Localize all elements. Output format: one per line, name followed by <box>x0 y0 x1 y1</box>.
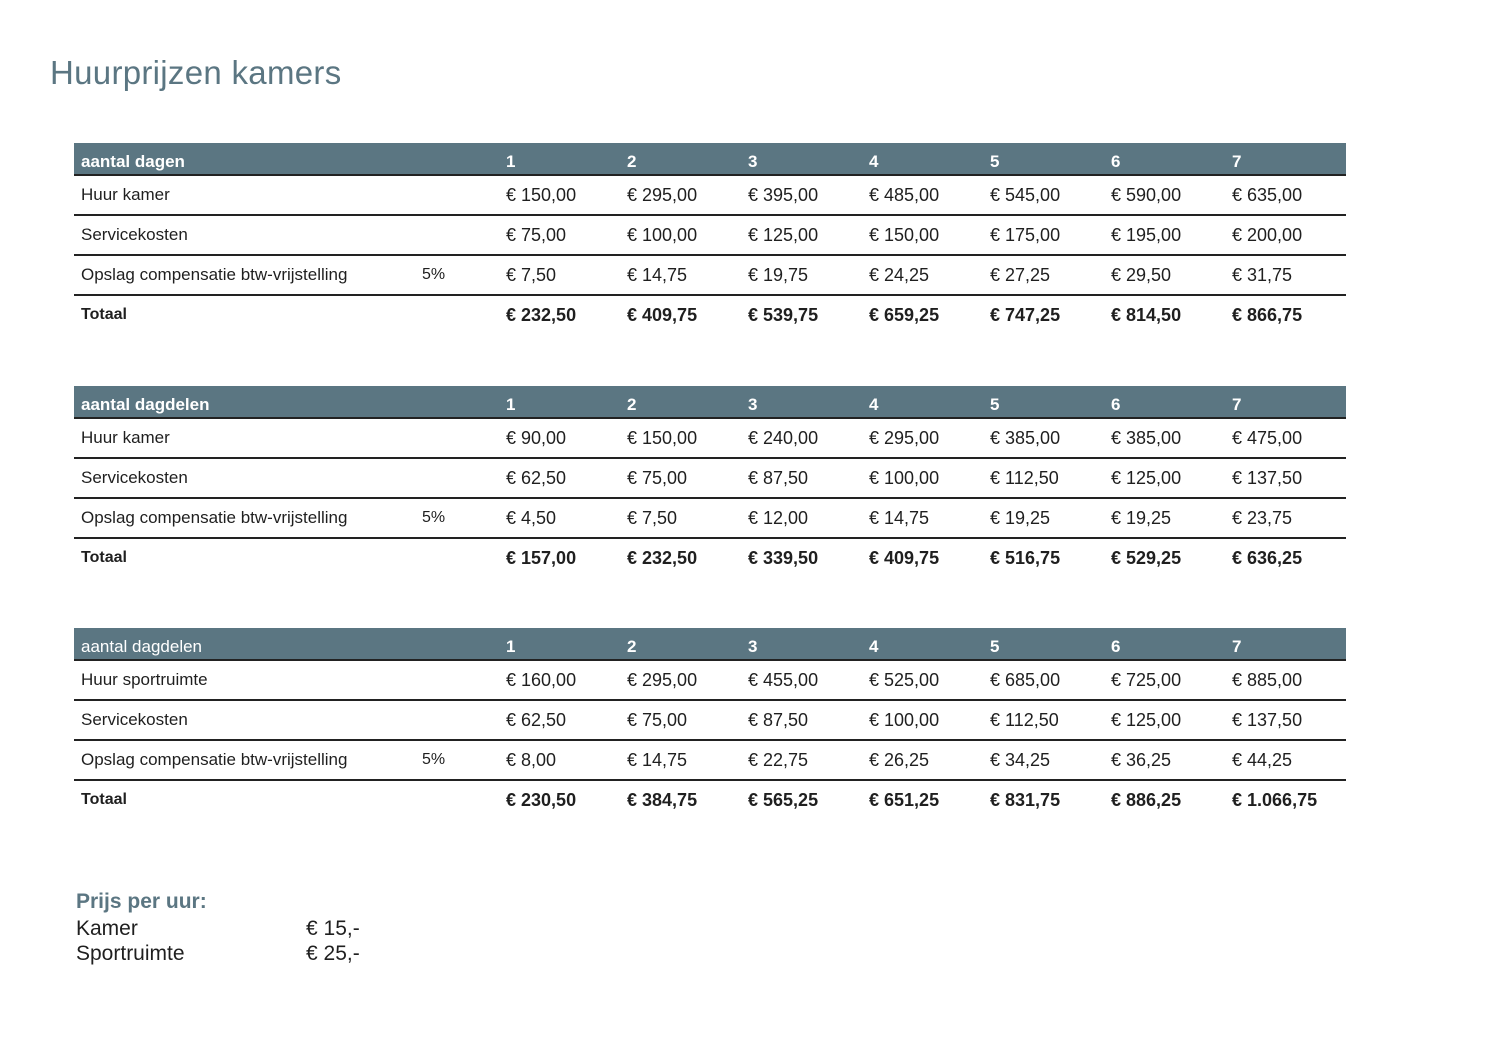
price-cell: € 295,00 <box>862 418 983 458</box>
table-row <box>74 498 1346 538</box>
column-header: 3 <box>741 628 862 660</box>
row-percentage <box>414 418 499 458</box>
row-percentage <box>414 458 499 498</box>
table-row <box>74 175 1346 215</box>
row-label: Servicekosten <box>74 215 414 255</box>
price-cell: € 7,50 <box>499 255 620 295</box>
price-cell: € 7,50 <box>620 498 741 538</box>
price-cell: € 831,75 <box>990 789 1061 810</box>
price-cell: € 90,00 <box>499 418 620 458</box>
price-cell: € 62,50 <box>499 458 620 498</box>
price-cell: € 34,25 <box>983 740 1104 780</box>
price-cell: € 590,00 <box>1104 175 1225 215</box>
price-cell: € 232,50 <box>506 304 577 325</box>
price-cell: € 157,00 <box>506 547 577 568</box>
hourly-label: Sportruimte <box>76 941 185 965</box>
row-label: Huur sportruimte <box>74 660 414 700</box>
header-label: aantal dagdelen <box>74 628 499 660</box>
price-cell: € 44,25 <box>1225 740 1346 780</box>
page-title: Huurprijzen kamers <box>50 54 342 91</box>
price-cell: € 14,75 <box>620 740 741 780</box>
row-percentage: 5% <box>414 255 499 295</box>
price-cell: € 150,00 <box>499 175 620 215</box>
price-cell: € 455,00 <box>741 660 862 700</box>
price-cell: € 814,50 <box>1111 304 1182 325</box>
price-cell: € 160,00 <box>499 660 620 700</box>
price-cell: € 232,50 <box>627 547 698 568</box>
price-cell: € 125,00 <box>1104 458 1225 498</box>
price-cell: € 36,25 <box>1104 740 1225 780</box>
price-table-days <box>74 143 1346 334</box>
price-cell: € 19,75 <box>741 255 862 295</box>
price-cell: € 385,00 <box>983 418 1104 458</box>
table-row <box>74 418 1346 458</box>
price-cell: € 100,00 <box>862 458 983 498</box>
header-label: aantal dagen <box>74 143 499 175</box>
price-cell: € 195,00 <box>1104 215 1225 255</box>
row-percentage <box>414 700 499 740</box>
total-row <box>74 538 1346 577</box>
price-cell: € 886,25 <box>1111 789 1182 810</box>
price-cell: € 240,00 <box>741 418 862 458</box>
price-cell: € 4,50 <box>499 498 620 538</box>
row-percentage <box>414 660 499 700</box>
column-header: 7 <box>1225 143 1346 175</box>
hourly-prices <box>76 890 360 966</box>
row-label: Opslag compensatie btw-vrijstelling <box>74 498 414 538</box>
column-header: 7 <box>1225 386 1346 418</box>
column-header: 1 <box>499 628 620 660</box>
column-header: 6 <box>1104 386 1225 418</box>
column-header: 4 <box>862 386 983 418</box>
price-cell: € 125,00 <box>1104 700 1225 740</box>
row-label: Servicekosten <box>74 458 414 498</box>
column-header: 7 <box>1225 628 1346 660</box>
table-header-row <box>74 143 1346 175</box>
price-cell: € 565,25 <box>748 789 819 810</box>
price-cell: € 525,00 <box>862 660 983 700</box>
price-cell: € 200,00 <box>1225 215 1346 255</box>
table-row <box>74 740 1346 780</box>
price-cell: € 137,50 <box>1225 700 1346 740</box>
column-header: 6 <box>1104 143 1225 175</box>
price-cell: € 636,25 <box>1232 547 1303 568</box>
row-percentage <box>414 295 499 334</box>
row-label: Totaal <box>81 549 127 566</box>
price-table-dayparts <box>74 386 1346 577</box>
row-percentage <box>414 780 499 819</box>
price-cell: € 19,25 <box>1104 498 1225 538</box>
price-cell: € 659,25 <box>869 304 940 325</box>
price-cell: € 409,75 <box>627 304 698 325</box>
hourly-row-sportruimte <box>76 941 360 966</box>
row-label: Huur kamer <box>74 175 414 215</box>
price-cell: € 539,75 <box>748 304 819 325</box>
table-row <box>74 660 1346 700</box>
price-cell: € 27,25 <box>983 255 1104 295</box>
price-cell: € 475,00 <box>1225 418 1346 458</box>
price-cell: € 87,50 <box>741 700 862 740</box>
price-cell: € 8,00 <box>499 740 620 780</box>
price-cell: € 885,00 <box>1225 660 1346 700</box>
column-header: 3 <box>741 143 862 175</box>
price-cell: € 31,75 <box>1225 255 1346 295</box>
price-cell: € 29,50 <box>1104 255 1225 295</box>
price-cell: € 87,50 <box>741 458 862 498</box>
column-header: 2 <box>620 628 741 660</box>
table-row <box>74 215 1346 255</box>
table-header-row <box>74 386 1346 418</box>
total-row <box>74 780 1346 819</box>
row-label: Opslag compensatie btw-vrijstelling <box>74 255 414 295</box>
table-row <box>74 700 1346 740</box>
price-cell: € 100,00 <box>620 215 741 255</box>
price-cell: € 100,00 <box>862 700 983 740</box>
row-percentage <box>414 538 499 577</box>
price-cell: € 230,50 <box>506 789 577 810</box>
price-cell: € 12,00 <box>741 498 862 538</box>
hourly-prices-title: Prijs per uur: <box>76 890 207 913</box>
row-percentage: 5% <box>414 498 499 538</box>
price-cell: € 75,00 <box>620 700 741 740</box>
column-header: 1 <box>499 143 620 175</box>
header-label: aantal dagdelen <box>74 386 499 418</box>
price-cell: € 1.066,75 <box>1232 789 1318 810</box>
column-header: 5 <box>983 143 1104 175</box>
price-cell: € 19,25 <box>983 498 1104 538</box>
hourly-price: € 25,- <box>306 941 360 965</box>
row-label: Totaal <box>81 306 127 323</box>
row-percentage: 5% <box>414 740 499 780</box>
total-row <box>74 295 1346 334</box>
row-percentage <box>414 215 499 255</box>
row-label: Totaal <box>81 791 127 808</box>
price-cell: € 866,75 <box>1232 304 1303 325</box>
price-cell: € 339,50 <box>748 547 819 568</box>
hourly-label: Kamer <box>76 916 138 940</box>
price-cell: € 516,75 <box>990 547 1061 568</box>
price-cell: € 14,75 <box>620 255 741 295</box>
price-cell: € 112,50 <box>983 700 1104 740</box>
price-cell: € 295,00 <box>620 175 741 215</box>
column-header: 5 <box>983 628 1104 660</box>
price-cell: € 635,00 <box>1225 175 1346 215</box>
price-cell: € 385,00 <box>1104 418 1225 458</box>
row-label: Huur kamer <box>74 418 414 458</box>
price-cell: € 384,75 <box>627 789 698 810</box>
row-label: Servicekosten <box>74 700 414 740</box>
price-cell: € 14,75 <box>862 498 983 538</box>
price-cell: € 137,50 <box>1225 458 1346 498</box>
price-cell: € 125,00 <box>741 215 862 255</box>
price-cell: € 651,25 <box>869 789 940 810</box>
column-header: 2 <box>620 386 741 418</box>
price-cell: € 295,00 <box>620 660 741 700</box>
column-header: 4 <box>862 628 983 660</box>
hourly-price: € 15,- <box>306 916 360 940</box>
price-cell: € 529,25 <box>1111 547 1182 568</box>
price-cell: € 112,50 <box>983 458 1104 498</box>
price-cell: € 150,00 <box>862 215 983 255</box>
price-cell: € 150,00 <box>620 418 741 458</box>
column-header: 4 <box>862 143 983 175</box>
hourly-row-kamer <box>76 916 360 941</box>
price-cell: € 22,75 <box>741 740 862 780</box>
price-cell: € 24,25 <box>862 255 983 295</box>
price-cell: € 485,00 <box>862 175 983 215</box>
price-cell: € 409,75 <box>869 547 940 568</box>
row-percentage <box>414 175 499 215</box>
price-cell: € 747,25 <box>990 304 1061 325</box>
table-header-row <box>74 628 1346 660</box>
price-cell: € 175,00 <box>983 215 1104 255</box>
column-header: 6 <box>1104 628 1225 660</box>
price-cell: € 75,00 <box>620 458 741 498</box>
price-table-sportruimte <box>74 628 1346 819</box>
table-row <box>74 458 1346 498</box>
price-cell: € 395,00 <box>741 175 862 215</box>
price-cell: € 75,00 <box>499 215 620 255</box>
column-header: 3 <box>741 386 862 418</box>
price-cell: € 545,00 <box>983 175 1104 215</box>
table-row <box>74 255 1346 295</box>
price-cell: € 26,25 <box>862 740 983 780</box>
column-header: 5 <box>983 386 1104 418</box>
price-cell: € 685,00 <box>983 660 1104 700</box>
column-header: 1 <box>499 386 620 418</box>
column-header: 2 <box>620 143 741 175</box>
price-cell: € 23,75 <box>1225 498 1346 538</box>
row-label: Opslag compensatie btw-vrijstelling <box>74 740 414 780</box>
price-cell: € 725,00 <box>1104 660 1225 700</box>
price-cell: € 62,50 <box>499 700 620 740</box>
